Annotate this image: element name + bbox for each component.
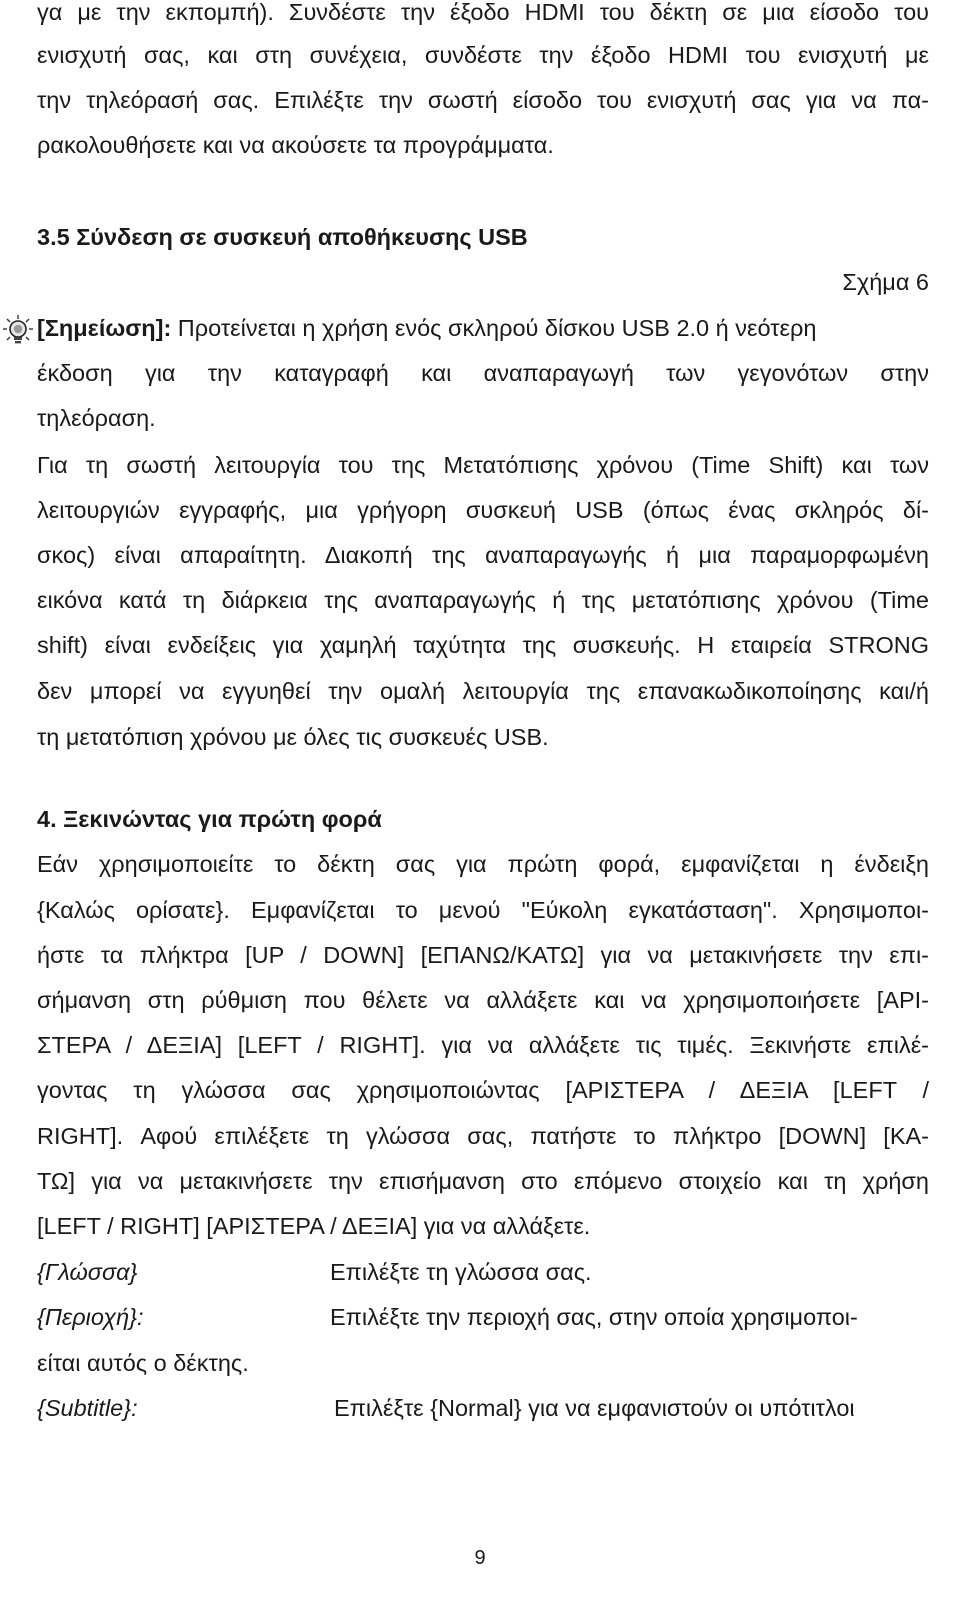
page-number: 9 [474, 1547, 486, 1569]
body-line: λειτουργιών εγγραφής, μια γρήγορη συσκευή USB (όπως ένας σκληρός δί- [37, 497, 929, 523]
body-line: σήμανση στη ρύθμιση που θέλετε να αλλάξετε και να χρησιμοποιήσετε [ΑΡΙ- [37, 987, 929, 1013]
note-bulb-icon [1, 313, 35, 347]
setting-desc-region: Επιλέξτε την περιοχή σας, στην οποία χρησιμοποι- [330, 1304, 858, 1330]
note-text: Προτείνεται η χρήση ενός σκληρού δίσκου USB 2.0 ή νεότερη [171, 315, 817, 341]
note-label: [Σημείωση]: [37, 315, 172, 341]
intro-line: ρακολουθήσετε και να ακούσετε τα προγράμματα. [37, 132, 554, 158]
section-heading-first-time: 4. Ξεκινώντας για πρώτη φορά [37, 806, 382, 832]
body-line: σκος) είναι απαραίτητη. Διακοπή της αναπαραγωγής ή μια παραμορφωμένη [37, 542, 929, 568]
body-line: RIGHT]. Αφού επιλέξετε τη γλώσσα σας, πατήστε το πλήκτρο [DOWN] [ΚΑ- [37, 1123, 929, 1149]
note-line: έκδοση για την καταγραφή και αναπαραγωγή των γεγονότων στην [37, 360, 929, 386]
body-line: τη μετατόπιση χρόνου με όλες τις συσκευές USB. [37, 724, 549, 750]
body-line: shift) είναι ενδείξεις για χαμηλή ταχύτητα της συσκευής. Η εταιρεία STRONG [37, 632, 929, 658]
setting-term-subtitle: {Subtitle}: [37, 1395, 138, 1421]
setting-term-region: {Περιοχή}: [37, 1304, 144, 1330]
setting-desc-region-cont: είται αυτός ο δέκτης. [37, 1350, 249, 1376]
body-line: Εάν χρησιμοποιείτε το δέκτη σας για πρώτη φορά, εμφανίζεται η ένδειξη [37, 851, 929, 877]
note-line: τηλεόραση. [37, 405, 156, 431]
body-line: ήστε τα πλήκτρα [UP / DOWN] [ΕΠΑΝΩ/ΚΑΤΩ] για να μετακινήσετε την επι- [37, 942, 929, 968]
intro-line: ενισχυτή σας, και στη συνέχεια, συνδέστε την έξοδο HDMI του ενισχυτή με [37, 42, 929, 68]
body-line: γοντας τη γλώσσα σας χρησιμοποιώντας [ΑΡΙΣΤΕΡΑ / ΔΕΞΙΑ [LEFT / [37, 1077, 929, 1103]
setting-desc-subtitle: Επιλέξτε {Normal} για να εμφανιστούν οι υπότιτλοι [334, 1395, 855, 1421]
figure-reference: Σχήμα 6 [842, 269, 929, 295]
note-line [37, 314, 929, 342]
setting-term-language: {Γλώσσα} [37, 1259, 138, 1285]
body-line: ΣΤΕΡΑ / ΔΕΞΙΑ] [LEFT / RIGHT]. για να αλλάξετε τις τιμές. Ξεκινήστε επιλέ- [37, 1032, 929, 1058]
body-line: δεν μπορεί να εγγυηθεί την ομαλή λειτουργία της επανακωδικοποίησης και/ή [37, 678, 929, 704]
body-line: Για τη σωστή λειτουργία του της Μετατόπισης χρόνου (Time Shift) και των [37, 452, 929, 478]
section-heading-usb: 3.5 Σύνδεση σε συσκευή αποθήκευσης USB [37, 224, 528, 250]
body-line: εικόνα κατά τη διάρκεια της αναπαραγωγής ή της μετατόπισης χρόνου (Time [37, 587, 929, 613]
setting-desc-language: Επιλέξτε τη γλώσσα σας. [330, 1259, 592, 1285]
intro-line: γα με την εκπομπή). Συνδέστε την έξοδο HDMI του δέκτη σε μια είσοδο του [37, 0, 929, 25]
intro-line: την τηλεόρασή σας. Επιλέξτε την σωστή είσοδο του ενισχυτή σας για να πα- [37, 87, 929, 113]
body-line: {Καλώς ορίσατε}. Εμφανίζεται το μενού "Εύκολη εγκατάσταση". Χρησιμοποι- [37, 897, 929, 923]
body-line: [LEFT / RIGHT] [ΑΡΙΣΤΕΡΑ / ΔΕΞΙΑ] για να αλλάξετε. [37, 1213, 591, 1239]
body-line: ΤΩ] για να μετακινήσετε την επισήμανση στο επόμενο στοιχείο και τη χρήση [37, 1168, 929, 1194]
